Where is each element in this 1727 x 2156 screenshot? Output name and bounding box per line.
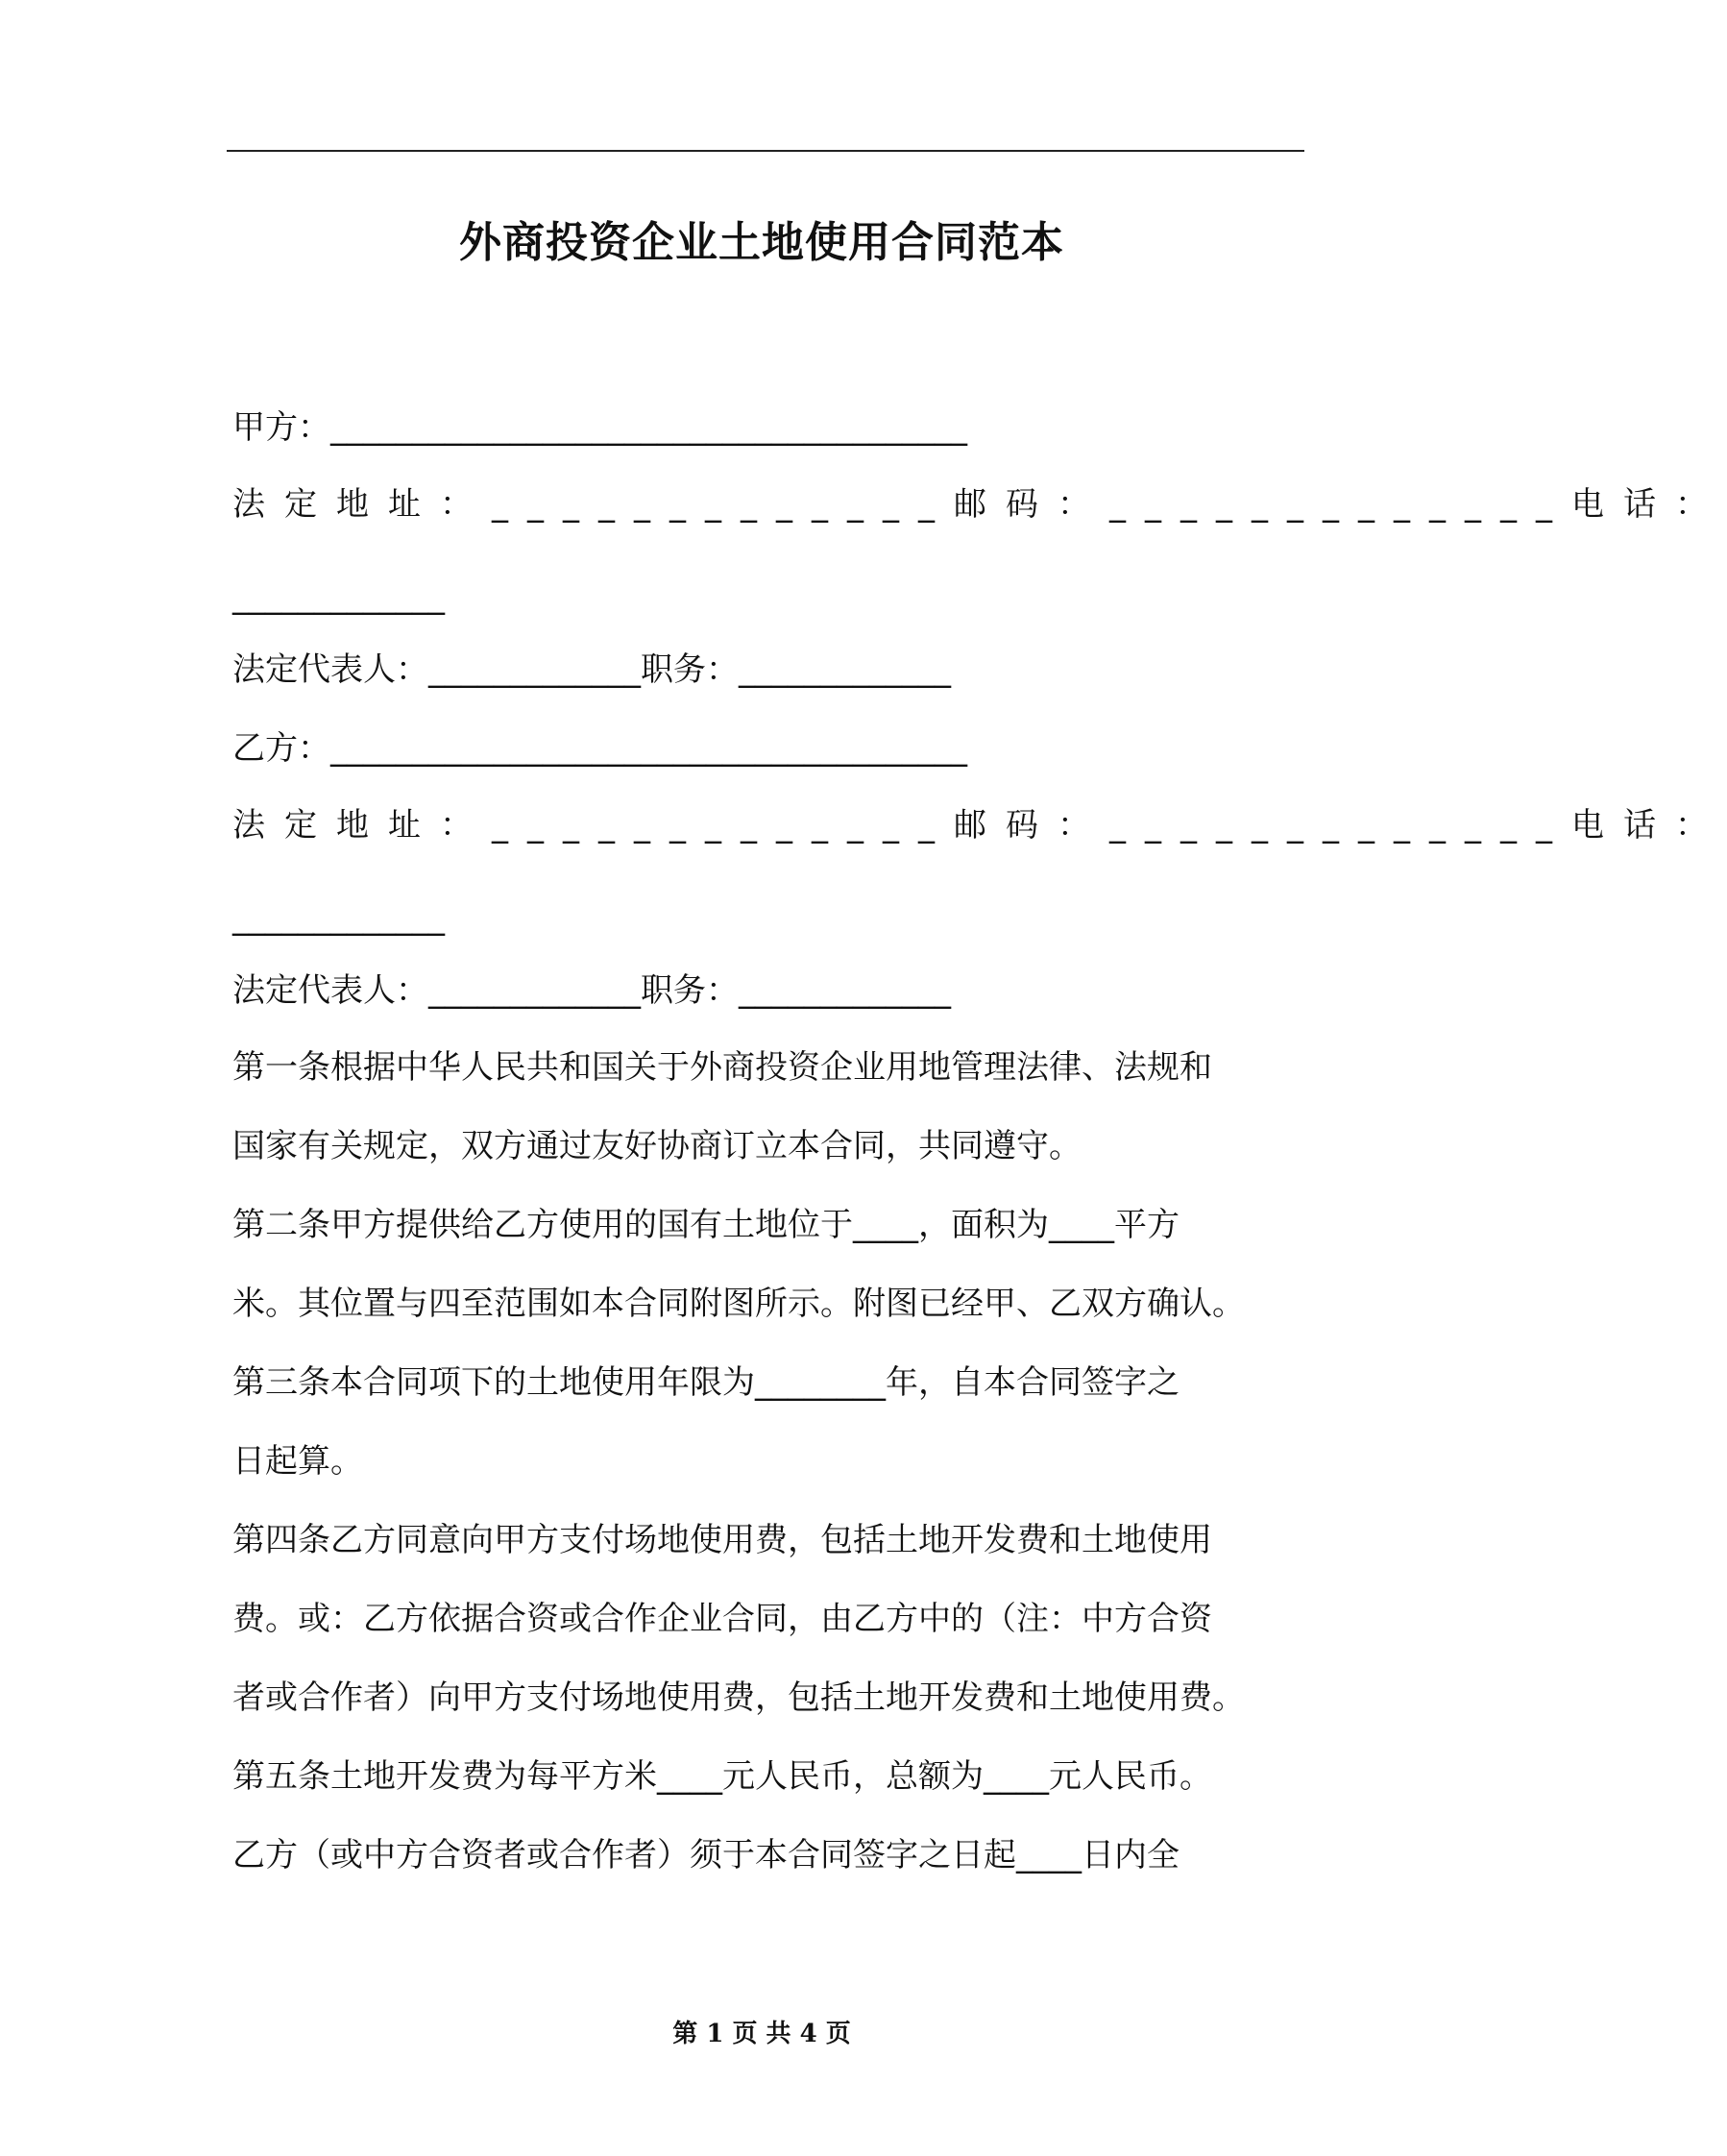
party-b-address-line: 法定地址：_____________邮码：_____________电话： (232, 806, 1727, 845)
document-title: 外商投资企业土地使用合同范本 (459, 218, 1064, 267)
header-rule (227, 150, 1304, 152)
body-line: 者或合作者）向甲方支付场地使用费，包括土地开发费和土地使用费。 (232, 1678, 1245, 1717)
body-line: 米。其位置与四至范围如本合同附图所示。附图已经甲、乙双方确认。 (232, 1285, 1245, 1323)
party-b-representative-line: 法定代表人：_____________职务：_____________ (232, 971, 951, 1010)
party-a-representative-line: 法定代表人：_____________职务：_____________ (232, 650, 951, 689)
party-b-phone-blank: _____________ (232, 898, 445, 937)
body-line: 日起算。 (232, 1442, 363, 1481)
page-number-footer: 第 1 页 共 4 页 (672, 2020, 851, 2048)
body-line: 费。或：乙方依据合资或合作企业合同，由乙方中的（注：中方合资 (232, 1600, 1212, 1638)
body-line: 第四条乙方同意向甲方支付场地使用费，包括土地开发费和土地使用 (232, 1521, 1212, 1559)
party-a-phone-blank: _____________ (232, 577, 445, 616)
body-line: 第三条本合同项下的土地使用年限为________年，自本合同签字之 (232, 1363, 1180, 1402)
body-line: 乙方（或中方合资者或合作者）须于本合同签字之日起____日内全 (232, 1836, 1180, 1874)
body-line: 第二条甲方提供给乙方使用的国有土地位于____，面积为____平方 (232, 1206, 1180, 1244)
party-a-address-line: 法定地址：_____________邮码：_____________电话： (232, 485, 1727, 524)
body-line: 国家有关规定，双方通过友好协商订立本合同，共同遵守。 (232, 1127, 1082, 1165)
party-a-line: 甲方：_______________________________________ (232, 408, 967, 447)
body-line: 第五条土地开发费为每平方米____元人民币，总额为____元人民币。 (232, 1757, 1212, 1796)
body-line: 第一条根据中华人民共和国关于外商投资企业用地管理法律、法规和 (232, 1048, 1212, 1087)
party-b-line: 乙方：_______________________________________ (232, 729, 967, 768)
